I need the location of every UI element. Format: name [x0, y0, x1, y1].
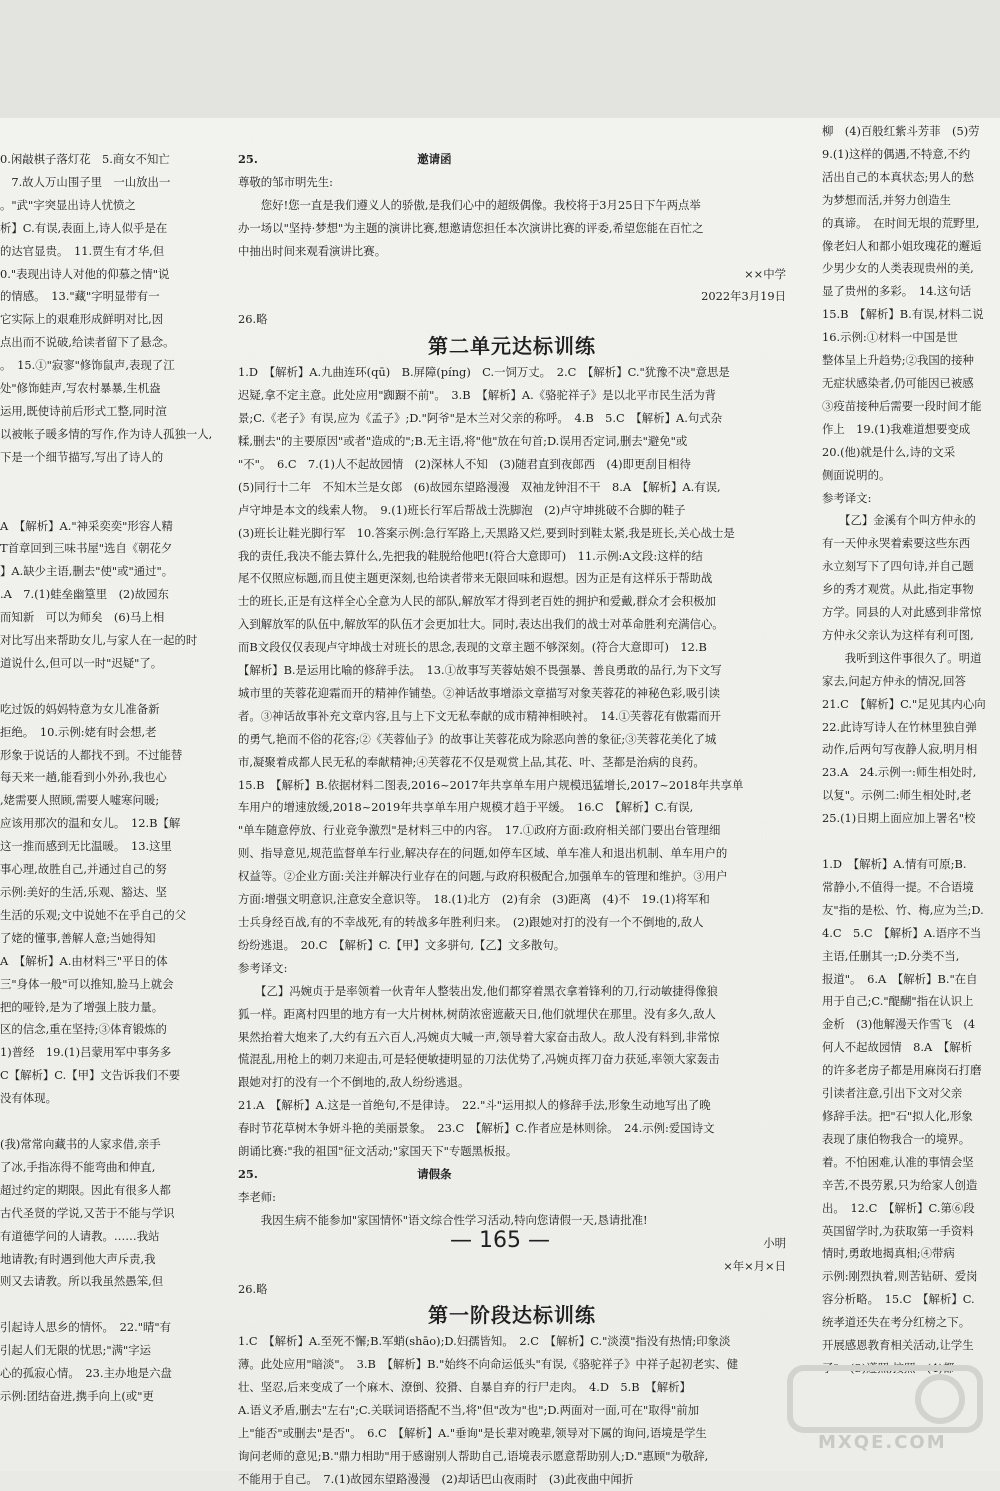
page-number: — 165 —: [450, 1228, 550, 1253]
right-column-line: 示例:刚烈执着,则苦钻研、爱岗: [822, 1269, 978, 1284]
right-column-line: 像老妇人和都小姐玫瑰花的邂逅: [822, 238, 982, 253]
unit2-answer-line: 车用户的增速放缓,2018~2019年共享单车用户规模才趋于平缓。 16.C 【解析】C.有误,: [238, 800, 694, 815]
translation-line: 果然抬着大炮来了,大约有五六百人,冯婉贞大喊一声,领导着大家奋击敌人。敌人没有料到,非常惊: [238, 1029, 720, 1044]
unit2-answer-line: 士兵身经百战,有的不幸战死,有的转战多年胜利归来。 (2)跟她对打的没有一个不倒地的,敌人: [238, 915, 704, 929]
right-column-line: 永立刻写下了四句诗,并自己题: [822, 559, 974, 574]
left-column-line: 示例:团结奋进,携手向上(或"更: [0, 1388, 154, 1403]
more-answer-line: 21.A 【解析】A.这是一首绝句,不是律诗。 22."斗"运用拟人的修辞手法,形象生动地写出了晚: [238, 1098, 711, 1113]
right-column-line: 动作,后两句写夜静人寂,明月相: [822, 742, 978, 757]
watermark-text: MXQE.COM: [818, 1432, 947, 1453]
left-column-line: 以被帐子暖多情的写作,作为诗人孤独一人,: [0, 426, 213, 441]
right-column-line: 【乙】金溪有个叫方仲永的: [822, 513, 976, 528]
unit2-answer-line: 【解析】B.是运用比喻的修辞手法。 13.①故事写芙蓉姑娘不畏强暴、善良勇敢的品行,为下文写: [238, 663, 722, 678]
stage1-answer-line: 询问老师的意见;B."鼎力相助"用于感谢别人帮助自己,语境表示愿意帮助别人;D."惠顾"为敬辞,: [238, 1448, 709, 1463]
translation-line: 慌混乱,用枪上的刺刀来迎击,可是轻便敏捷明显的刀法优势了,冯婉贞挥刀奋力获延,率领大家轰击: [238, 1052, 720, 1067]
right-column-line: 25.(1)日期上面应加上署名"校: [822, 811, 976, 826]
left-column-line: 点出而不说破,给读者留下了悬念。: [0, 335, 175, 350]
unit2-answer-line: 1.D 【解析】A.九曲连环(qū) B.屏障(píng) C.一饲万丈。 2.C 【解析】C."犹豫不决"意思是: [238, 365, 730, 380]
left-column-line: [0, 675, 222, 698]
left-column-line: 心的孤寂心情。 23.主办地是六盘: [0, 1366, 172, 1381]
right-column-line: 20.(他)就是什么,诗的文采: [822, 444, 956, 459]
left-column-line: 三"身体一般"可以推知,脸马上就会: [0, 976, 174, 991]
stage1-answers: [238, 1330, 786, 1490]
invitation-line: 尊敬的邹市明先生:: [238, 174, 333, 189]
stage1-answer-line: 薄。此处应用"暗淡"。 3.B 【解析】B."始终不向命运低头"有误,《骆驼祥子》中祥子起初老实、健: [238, 1357, 739, 1372]
left-column-line: [0, 1293, 222, 1316]
q26b-answer: 26.略: [238, 1281, 268, 1296]
left-column-line: 形象于说话的人都找不到。不过能替: [0, 747, 183, 762]
right-column-line: 15.B 【解析】B.有误,材料二说: [822, 307, 984, 322]
unit2-answer-line: 入到解放军的队伍中,解放军的队伍才会更加壮大。同时,表达出我们的战士对革命胜利充满信心。: [238, 617, 724, 632]
left-column-line: 】A.缺少主语,删去"使"或"通过"。: [0, 564, 174, 579]
right-column-line: 容分析略。 15.C 【解析】C.: [822, 1292, 975, 1307]
stage1-answer-line: A.语义矛盾,删去"左右";C.关联词语搭配不当,将"但"改为"也";D.两面对一面,可在"取得"前加: [238, 1403, 700, 1418]
left-column-line: [0, 1110, 222, 1133]
left-column-line: [0, 469, 222, 492]
left-column-line: 引起人们无限的忧思;"满"字运: [0, 1343, 152, 1358]
scan-top-band: [0, 0, 1000, 118]
right-column-line: 16.示例:①材料一中国是世: [822, 330, 958, 345]
right-column-line: 英国留学时,为获取第一手资料: [822, 1223, 974, 1238]
unit2-answer-line: 士的班长,正是有这样全心全意为人民的部队,解放军才得到老百姓的拥护和爱戴,群众才会积极加: [238, 594, 716, 609]
left-column-line: 则又去请教。所以我虽然愚笨,但: [0, 1274, 164, 1289]
left-column-line: 。"武"字突显出诗人忧愤之: [0, 197, 136, 212]
right-column-line: 用于自己;C."醍醐"指在认识上: [822, 994, 974, 1009]
right-column-line: 的许多老房子都是用麻岗石打磨: [822, 1063, 982, 1078]
q25b-heading: 25. 请假条: [238, 1166, 452, 1181]
unit2-answer-line: 城市里的芙蓉花迎霜而开的精神作铺垫。②神话故事增添文章描写对象芙蓉花的神秘色彩,吸引读: [238, 685, 721, 700]
unit2-answer-line: "不"。 6.C 7.(1)人不起故园情 (2)深林人不知 (3)随君直到夜郎西 (4)即更刮目相待: [238, 456, 691, 471]
right-column-line: 引读者注意,引出下文对父亲: [822, 1086, 963, 1101]
leave-date: ×年×月×日: [723, 1258, 786, 1273]
left-column-line: 古代圣贤的学说,又苦于不能与学识: [0, 1205, 175, 1220]
leave-note-line: 李老师:: [238, 1189, 277, 1204]
right-column-line: 无症状感染者,仍可能因已被感: [822, 375, 974, 390]
right-column-line: 家去,问起方仲永的情况,回答: [822, 673, 966, 688]
right-column-line: 有一天仲永哭着索要这些东西: [822, 536, 971, 551]
left-column-line: 析】C.有误,表面上,诗人似乎是在: [0, 220, 168, 235]
unit2-answer-line: 卢守坤是本文的线索人物。 9.(1)班长行军后帮战士洗脚泡 (2)卢守坤挑破不合脚的鞋子: [238, 502, 686, 517]
right-column-line: 22.此诗写诗人在竹林里独自弹: [822, 719, 977, 734]
right-column-line: 统孝道还失在考分红榜之下。: [822, 1315, 971, 1330]
right-column-line: 整体呈上升趋势;②我国的接种: [822, 353, 974, 368]
right-column-line: 柳 (4)百般红紫斗芳菲 (5)劳: [822, 124, 980, 138]
right-column-line: 何人不起故园情 8.A 【解析: [822, 1040, 973, 1055]
left-column-line: 示例:美好的生活,乐观、豁达、坚: [0, 885, 167, 899]
left-column-line: 拒绝。 10.示例:姥有时会想,老: [0, 724, 157, 739]
right-column-line: 情时,勇敢地揭真相;④带病: [822, 1246, 955, 1261]
unit2-answer-line: 我的责任,我决不能去算什么,先把我的鞋脱给他吧!(符合大意即可) 11.示例:A文段:这样的结: [238, 548, 703, 563]
right-column-line: 乡的秀才观赏。从此,指定事物: [822, 582, 974, 597]
middle-column: [238, 148, 786, 1491]
unit2-answer-line: 而B文段仅仅表现卢守坤战士对班长的思念,表现的文章主题不够深刻。(符合大意即可) 12.B: [238, 640, 707, 655]
right-column: [822, 120, 1000, 1380]
right-column-line: 表现了康伯物我合一的境界。: [822, 1131, 971, 1146]
more-answer-line: 朗诵比赛:"我的祖国"征文活动;"家国天下"专题黑板报。: [238, 1144, 518, 1159]
right-column-line: 友"指的是松、竹、梅,应为兰;D.: [822, 902, 984, 917]
right-column-line: [822, 830, 1000, 853]
unit2-title: 第二单元达标训练: [428, 334, 596, 359]
invitation-line: 办一场以"坚持·梦想"为主题的演讲比赛,想邀请您担任本次演讲比赛的评委,希望您能在百忙之: [238, 220, 704, 235]
left-column-line: 每天来一趟,能看到小外孙,我也心: [0, 770, 167, 785]
left-column-line: 的达官显贵。 11.贾生有才华,但: [0, 243, 165, 258]
left-column-line: ,姥需要人照顾,需要人嘘寒问暖;: [0, 793, 160, 808]
unit2-answer-line: 的勇气,艳而不俗的花容;②《芙蓉仙子》的故事让芙蓉花成为除恶向善的象征;③芙蓉花美化了城: [238, 731, 717, 746]
invitation-line: 您好!您一直是我们遵义人的骄傲,是我们心中的超级偶像。我校将于3月25日下午两点举: [238, 197, 701, 212]
left-column-line: 对比写出来帮助女儿,与家人在一起的时: [0, 633, 198, 648]
left-column-line: 0.闲敲棋子落灯花 5.商女不知亡: [0, 152, 170, 166]
q26-answer: 26.略: [238, 312, 268, 327]
right-column-line: 侧面说明的。: [822, 467, 891, 482]
left-column-line: T首章回到三味书屋"选自《朝花夕: [0, 541, 173, 556]
right-column-line: 显了贵州的多彩。 14.这句话: [822, 284, 972, 299]
right-column-line: 1.D 【解析】A.情有可原;B.: [822, 857, 967, 871]
left-column-line: 生活的乐观;文中说她不在乎自己的父: [0, 907, 187, 922]
right-column-line: 作上 19.(1)我难道想要变成: [822, 421, 971, 436]
translation-line: 跟她对打的没有一个不倒地的,敌人纷纷逃退。: [238, 1075, 470, 1090]
unit2-answer-line: (3)班长让鞋光脚行军 10.答案示例:急行军路上,天黑路又烂,要到时到鞋太紧,我是班长,关心战士是: [238, 525, 735, 540]
left-column-line: 1)普经 19.(1)吕蒙用军中事务多: [0, 1045, 172, 1060]
unit2-answers: [238, 361, 786, 957]
left-column-line: (我)常常向藏书的人家求借,亲手: [0, 1136, 161, 1151]
more-answer-line: 春时节花草树木争妍斗艳的美丽景象。 23.C 【解析】C.作者应是林则徐。 24.示例:爱国诗文: [238, 1121, 715, 1136]
translation-text: [238, 980, 786, 1095]
left-column-line: 道说什么,但可以一时"迟疑"了。: [0, 655, 163, 670]
left-column-line: 了姥的懂事,善解人意;当她得知: [0, 930, 156, 945]
left-column-line: 。 15.①"寂寥"修饰鼠声,表现了江: [0, 358, 175, 373]
unit2-answer-line: 景;C.《老子》有误,应为《孟子》;D."阿爷"是木兰对父亲的称呼。 4.B 5.C 【解析】A.句式杂: [238, 411, 722, 426]
unit2-answer-line: 权益等。②企业方面:关注并解决行业存在的问题,与政府积极配合,加强单车的管理和维护。③用户: [238, 869, 728, 884]
unit2-answer-line: (5)同行十二年 不知木兰是女郎 (6)故园东望路漫漫 双袖龙钟泪不干 8.A 【解析】A.有误,: [238, 479, 721, 494]
right-column-line: 方仲永父亲认为这样有利可图,: [822, 627, 974, 642]
stage1-answer-line: 1.C 【解析】A.至死不懈;B.军蛸(shāo);D.妇孺皆知。 2.C 【解析】C."淡漠"指没有热情;印象淡: [238, 1334, 731, 1349]
left-column-line: 处"修饰蛙声,写农村暴暴,生机盎: [0, 381, 161, 396]
right-column-line: 我听到这件事很久了。明道: [822, 650, 982, 665]
q25-heading: 25. 邀请函: [238, 152, 452, 166]
right-column-line: 主语,任删其一;D.分类不当,: [822, 948, 960, 963]
right-column-line: 为梦想而活,并努力创造生: [822, 192, 951, 207]
leave-signer: 小明: [763, 1235, 786, 1250]
left-column-line: 了冰,手指冻得不能弯曲和伸直,: [0, 1159, 156, 1174]
unit2-answer-line: 则、指导意见,规范监督单车行业,解决存在的问题,如停车区域、单车准人和退出机制、单车用户的: [238, 846, 728, 861]
right-column-line: 21.C 【解析】C."足见其内心向: [822, 696, 986, 711]
right-column-line: 常静小,不值得一提。不合语境: [822, 879, 974, 894]
left-column-line: 事心理,故胜自己,并通过自己的努: [0, 862, 167, 877]
right-column-line: 的真谛。 在时间无垠的荒野里,: [822, 215, 980, 230]
left-column-line: 引起诗人思乡的情怀。 22."晴"有: [0, 1320, 171, 1335]
unit2-answer-line: 尾不仅照应标题,而且使主题更深刻,也给读者带来无限回味和遐想。因为正是有这样乐于帮助战: [238, 571, 713, 586]
unit2-answer-line: 纷纷逃退。 20.C 【解析】C.【甲】文多骈句,【乙】文多散句。: [238, 937, 566, 952]
left-column-line: 吃过饭的妈妈特意为女儿准备新: [0, 701, 160, 716]
right-column-line: ③疫苗接种后需要一段时间才能: [822, 398, 982, 413]
left-column-line: A 【解析】A.由材料三"平日的体: [0, 953, 168, 968]
right-column-line: 以复"。示例二:师生相处时,老: [822, 788, 972, 803]
translation-label: 参考译文:: [238, 960, 288, 975]
right-column-line: 金析 (3)他解漫天作雪飞 (4: [822, 1017, 976, 1032]
unit2-answer-line: 市,凝聚着成都人民无私的奉献精神;④芙蓉花不仅是观赏上品,其花、叶、茎都是治病的良药。: [238, 754, 705, 769]
stage1-title: 第一阶段达标训练: [428, 1303, 596, 1328]
left-column: [0, 148, 222, 1408]
left-column-line: 把的哑铃,是为了增强上肢力量。: [0, 999, 164, 1014]
left-column-line: 地请教;有时遇到他大声斥责,我: [0, 1251, 156, 1266]
invitation-line: 中抽出时间来观看演讲比赛。: [238, 243, 387, 258]
stage1-answer-line: 壮、坚忍,后来变成了一个麻木、潦倒、狡猾、自暴自弃的行尸走肉。 4.D 5.B 【解析】: [238, 1380, 691, 1395]
stage1-answer-line: 上"能否"或删去"是否"。 6.C 【解析】A."垂询"是长辈对晚辈,领导对下属的询问,语境是学生: [238, 1426, 707, 1441]
right-column-line: 活出自己的本真状态;男人的愁: [822, 169, 974, 184]
leave-note-line: 我因生病不能参加"家国情怀"语文综合性学习活动,特向您请假一天,恳请批准!: [238, 1212, 648, 1227]
right-column-line: 报道"。 6.A 【解析】B."在自: [822, 971, 978, 986]
left-column-line: 的情感。 13."藏"字明显带有一: [0, 289, 160, 304]
right-column-line: 参考译文:: [822, 490, 872, 505]
stage1-answer-line: 不能用于自己。 7.(1)故园东望路漫漫 (2)却话巴山夜雨时 (3)此夜曲中闻折: [238, 1471, 634, 1486]
unit2-answer-line: 迟疑,拿不定主意。此处应用"踟蹰不前"。 3.B 【解析】A.《骆驼祥子》是以北平市民生活为背: [238, 388, 717, 403]
left-column-line: 0."表现出诗人对他的仰慕之情"说: [0, 266, 170, 281]
left-column-line: 运用,既使诗前后形式工整,同时渲: [0, 403, 167, 418]
left-column-line: C【解析】C.【甲】文告诉我们不要: [0, 1068, 181, 1083]
right-column-line: 方学。同县的人对此感到非常惊: [822, 605, 982, 620]
left-column-line: 没有体现。: [0, 1091, 57, 1106]
invitation-sender: ××中学: [744, 266, 786, 281]
right-column-line: 着。不怕困难,认准的事情会坚: [822, 1154, 974, 1169]
left-column-line: A 【解析】A."神采奕奕"形容人精: [0, 518, 173, 533]
right-column-line: 少男少女的人类表现贵州的美,: [822, 261, 974, 276]
right-column-line: 开展感恩教育相关活动,让学生: [822, 1338, 974, 1353]
left-column-line: [0, 492, 222, 515]
right-column-line: 了" (3)遵照,按照 (4)都: [822, 1360, 955, 1375]
translation-line: 【乙】冯婉贞于是率领着一伙青年人整装出发,他们都穿着黑衣拿着锋利的刀,行动敏捷得像狼: [238, 983, 718, 998]
unit2-answer-line: 15.B 【解析】B.依据材料二图表,2016~2017年共享单车用户规模迅猛增长,2017~2018年共享单: [238, 777, 744, 792]
left-column-line: 这一推而感到无比温暖。 13.这里: [0, 839, 172, 854]
right-column-line: 23.A 24.示例一:师生相处时,: [822, 765, 977, 780]
left-column-line: 它实际上的艰难形成鲜明对比,因: [0, 312, 164, 327]
unit2-answer-line: "单车随意停放、行业竞争激烈"是材料三中的内容。 17.①政府方面:政府相关部门要出台管理细: [238, 823, 721, 838]
right-column-line: 辛苦,不畏劳累,只为给家人创造: [822, 1177, 978, 1192]
left-column-line: .A 7.(1)蛙垒幽篁里 (2)故园东: [0, 587, 169, 602]
left-column-line: 7.故人万山围子里 一山放出一: [0, 174, 171, 189]
left-column-line: 有道德学问的人请教。……我站: [0, 1228, 160, 1243]
invitation-date: 2022年3月19日: [701, 289, 786, 304]
right-column-line: 修辞手法。把"石"拟人化,形象: [822, 1108, 973, 1123]
left-column-line: 而知新 可以为师矣 (6)马上相: [0, 610, 165, 625]
right-column-line: 9.(1)这样的偶遇,不特意,不约: [822, 146, 971, 161]
left-column-line: 区的信念,重在坚持;③体育锻炼的: [0, 1022, 167, 1037]
unit2-answer-line: 方面:增强文明意识,注意安全意识等。 18.(1)北方 (2)有余 (3)距离 (4)不 19.(1)将军和: [238, 892, 710, 907]
more-answers: [238, 1094, 786, 1163]
right-column-line: 4.C 5.C 【解析】A.语序不当: [822, 925, 982, 940]
right-column-line: 出。 12.C 【解析】C.第⑥段: [822, 1200, 975, 1215]
left-column-line: 下是一个细节描写,写出了诗人的: [0, 449, 164, 464]
unit2-answer-line: 者。③神话故事补充文章内容,且与上下文无私奉献的成市精神相映衬。 14.①芙蓉花有傲霜而开: [238, 708, 722, 723]
left-column-line: 应该用那次的温和女儿。 12.B【解: [0, 816, 181, 831]
translation-line: 狐一样。距离村四里的地方有一大片树林,树荫浓密遮蔽天日,他们就埋伏在那里。没有多久,敌人: [238, 1006, 716, 1021]
left-column-line: 超过约定的期限。因此有很多人都: [0, 1182, 171, 1197]
unit2-answer-line: 糅,删去"的主要原因"或者"造成的";B.无主语,将"他"放在句首;D.误用否定词,删去"避免"或: [238, 433, 688, 448]
